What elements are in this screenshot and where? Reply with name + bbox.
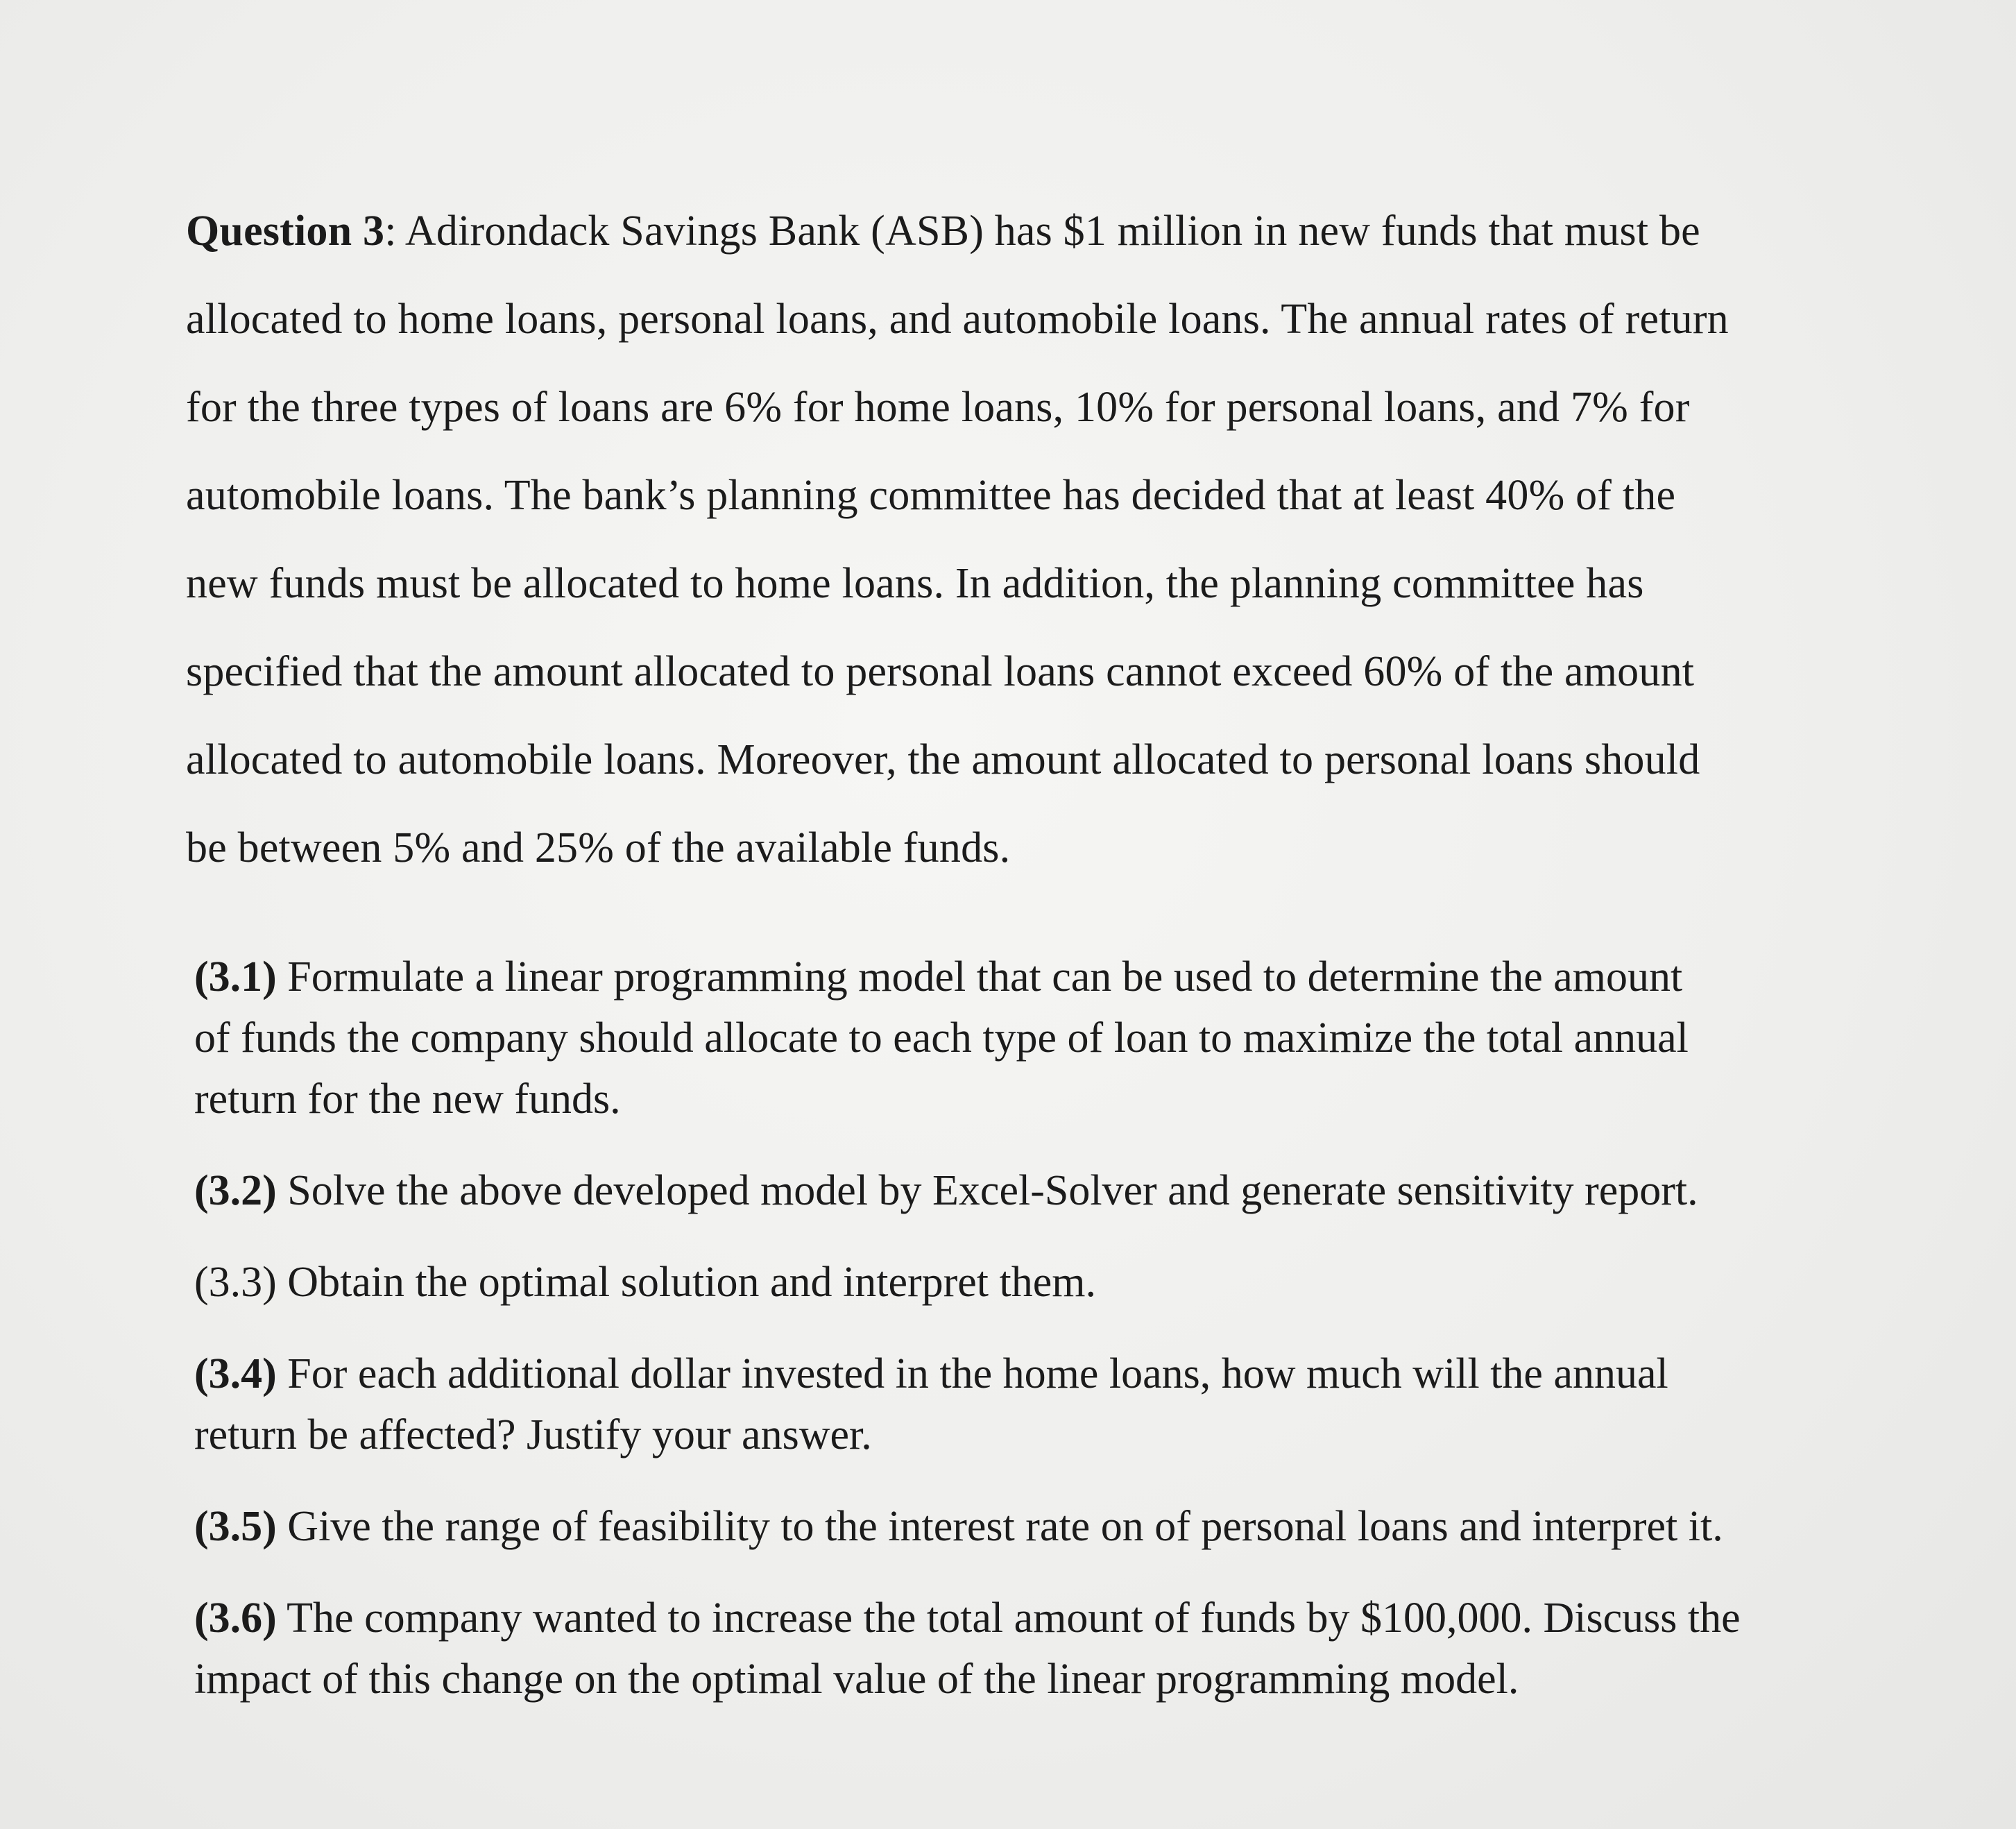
sub-question-line: of funds the company should allocate to each type of loan to maximize the total annual [194, 1014, 1689, 1062]
intro-line-8: be between 5% and 25% of the available funds. [186, 824, 1011, 871]
intro-line-1 [186, 187, 1906, 275]
sub-question-3-3 [194, 1252, 1873, 1313]
sub-question-line [194, 1160, 1873, 1221]
sub-question-text: The company wanted to increase the total amount of funds by $100,000. Discuss the [276, 1594, 1741, 1642]
sub-question-number: (3.1) [194, 953, 277, 1001]
sub-question-line [194, 1496, 1873, 1557]
sub-question-text: Formulate a linear programming model that can be used to determine the amount [276, 953, 1683, 1001]
sub-question-3-2 [194, 1160, 1873, 1221]
sub-question-3-4 [194, 1343, 1873, 1465]
sub-question-line: return for the new funds. [194, 1075, 621, 1123]
question-intro [186, 187, 1906, 892]
sub-question-line [194, 1252, 1873, 1313]
intro-line-3: for the three types of loans are 6% for home loans, 10% for personal loans, and 7% for [186, 384, 1690, 431]
sub-question-number: (3.2) [194, 1167, 277, 1214]
question-label: Question 3 [186, 207, 385, 255]
intro-line-5: new funds must be allocated to home loans. In addition, the planning committee has [186, 560, 1644, 607]
sub-question-number: (3.3) [194, 1259, 277, 1306]
sub-question-line [194, 1343, 1873, 1404]
question-page [186, 187, 1906, 1740]
sub-question-text: Obtain the optimal solution and interpret them. [276, 1259, 1097, 1306]
intro-line-6: specified that the amount allocated to personal loans cannot exceed 60% of the amount [186, 648, 1695, 695]
sub-question-3-6 [194, 1588, 1873, 1710]
sub-question-number: (3.4) [194, 1350, 277, 1397]
sub-question-text: Solve the above developed model by Excel-Solver and generate sensitivity report. [276, 1167, 1698, 1214]
sub-question-line [194, 946, 1873, 1007]
intro-line-1-text: : Adirondack Savings Bank (ASB) has $1 million in new funds that must be [384, 207, 1700, 255]
sub-question-line: impact of this change on the optimal value of the linear programming model. [194, 1656, 1519, 1703]
intro-line-4: automobile loans. The bank’s planning committee has decided that at least 40% of the [186, 472, 1676, 519]
sub-question-number: (3.5) [194, 1503, 277, 1550]
intro-line-2: allocated to home loans, personal loans, and automobile loans. The annual rates of return [186, 296, 1729, 343]
sub-question-line: return be affected? Justify your answer. [194, 1411, 872, 1458]
sub-question-line [194, 1588, 1873, 1649]
sub-question-3-5 [194, 1496, 1873, 1557]
sub-question-text: For each additional dollar invested in the home loans, how much will the annual [276, 1350, 1668, 1397]
sub-question-3-1 [194, 946, 1873, 1130]
intro-line-7: allocated to automobile loans. Moreover, the amount allocated to personal loans should [186, 736, 1700, 783]
sub-question-number: (3.6) [194, 1594, 277, 1642]
sub-questions [186, 946, 1906, 1710]
sub-question-text: Give the range of feasibility to the interest rate on of personal loans and interpret it. [276, 1503, 1723, 1550]
